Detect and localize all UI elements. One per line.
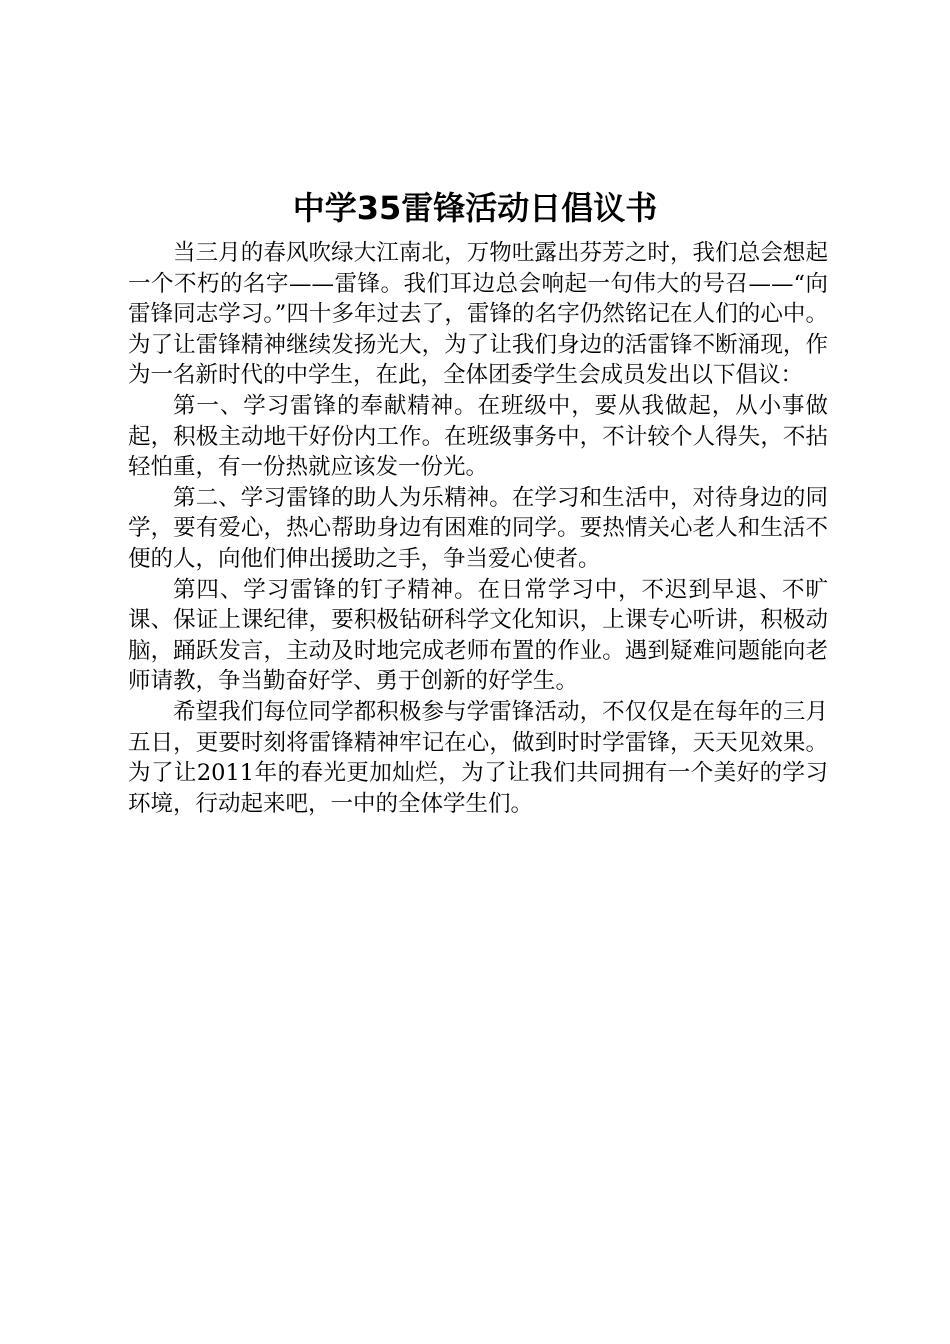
document-body [128, 238, 828, 819]
paragraph-intro: 当三月的春风吹绿大江南北，万物吐露出芬芳之时，我们总会想起一个不朽的名字——雷锋。我们耳边总会响起一句伟大的号召——“向雷锋同志学习。”四十多年过去了，雷锋的名字仍然铭记在人们的心中。为了让雷锋精神继续发扬光大，为了让我们身边的活雷锋不断涌现，作为一名新时代的中学生，在此，全体团委学生会成员发出以下倡议： [128, 240, 828, 389]
paragraph-closing: 希望我们每位同学都积极参与学雷锋活动，不仅仅是在每年的三月五日，更要时刻将雷锋精神牢记在心，做到时时学雷锋，天天见效果。为了让2011年的春光更加灿烂，为了让我们共同拥有一个美好的学习环境，行动起来吧，一中的全体学生们。 [128, 698, 828, 817]
paragraph-proposal-2: 第二、学习雷锋的助人为乐精神。在学习和生活中，对待身边的同学，要有爱心，热心帮助身边有困难的同学。要热情关心老人和生活不便的人，向他们伸出援助之手，争当爱心使者。 [128, 484, 828, 572]
paragraph-proposal-1: 第一、学习雷锋的奉献精神。在班级中，要从我做起，从小事做起，积极主动地干好份内工作。在班级事务中，不计较个人得失，不拈轻怕重，有一份热就应该发一份光。 [128, 392, 828, 481]
paragraph-proposal-4: 第四、学习雷锋的钉子精神。在日常学习中，不迟到早退、不旷课、保证上课纪律，要积极钻研科学文化知识，上课专心听讲，积极动脑，踊跃发言，主动及时地完成老师布置的作业。遇到疑难问题能向老师请教，争当勤奋好学、勇于创新的好学生。 [128, 576, 828, 695]
document-title: 中学35雷锋活动日倡议书 [292, 189, 658, 227]
